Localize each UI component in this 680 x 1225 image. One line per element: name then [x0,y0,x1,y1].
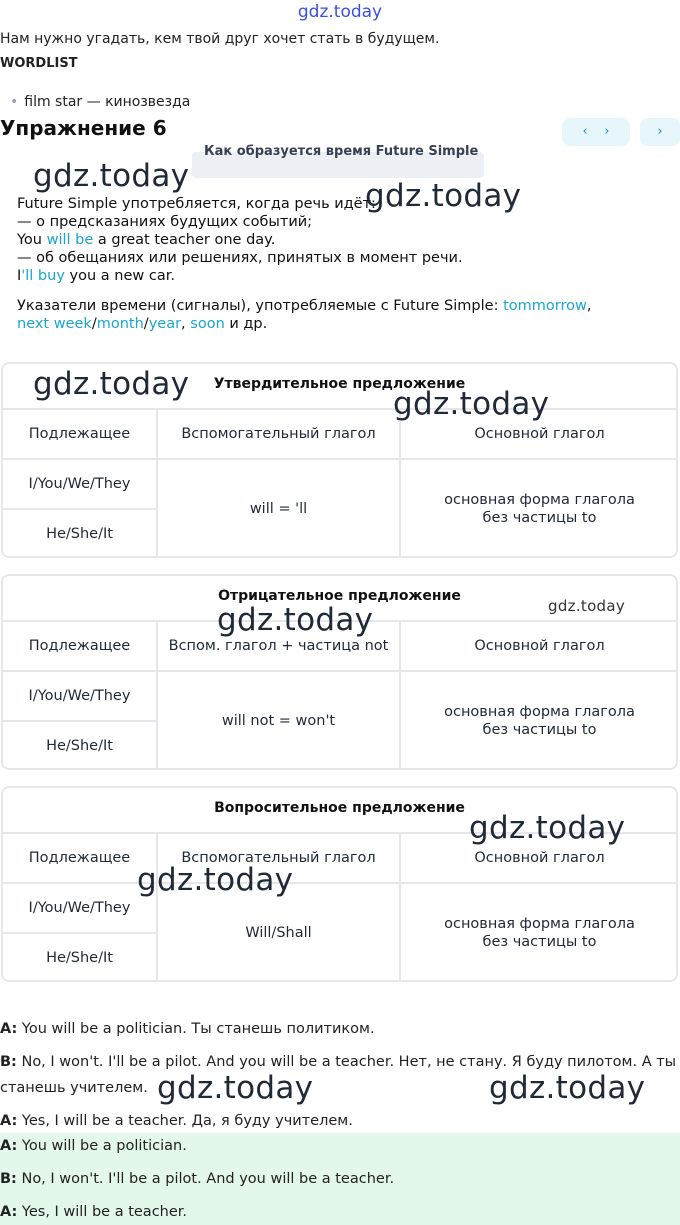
watermark: gdz.today [33,158,190,194]
aux-cell: Will/Shall [245,925,312,941]
chevron-right-icon[interactable]: › [657,124,663,139]
subject-cell: I/You/We/They [28,476,131,492]
main-verb-cell: основная форма глагола без частицы to [444,916,635,950]
header-aux: Вспом. глагол + частица not [168,638,389,654]
aux-cell: will = 'll [249,501,308,517]
header-subject: Подлежащее [28,850,131,866]
header-main: Основной глагол [474,426,605,442]
header-main: Основной глагол [474,638,605,654]
watermark: gdz.today [157,1070,314,1106]
site-watermark: gdz.today [297,2,383,22]
table-title: Утвердительное предложение [213,376,466,392]
header-aux: Вспомогательный глагол [181,850,376,866]
aux-cell: will not = won't [221,713,336,729]
watermark: gdz.today [489,1070,646,1106]
table-title: Вопросительное предложение [214,800,465,816]
watermark: gdz.today [469,810,626,846]
subject-cell: He/She/It [46,950,113,966]
subject-cell: I/You/We/They [28,900,131,916]
answer-line: A: Yes, I will be a teacher. [0,1204,188,1220]
dialog-line: B: No, I won't. I'll be a pilot. And you will be a teacher. Нет, не стану. Я буду пилотом. А ты [0,1054,677,1070]
theory-example: You will be a great teacher one day. [17,232,276,248]
answer-line: A: You will be a politician. [0,1138,187,1154]
exercise-nav-button[interactable] [562,118,630,146]
watermark: gdz.today [137,862,294,898]
watermark: gdz.today [33,366,190,402]
subject-cell: He/She/It [46,526,113,542]
wordlist-item: • film star — кинозвезда [10,94,191,110]
header-main: Основной глагол [474,850,605,866]
answer-line: B: No, I won't. I'll be a pilot. And you will be a teacher. [0,1171,395,1187]
dialog-line: A: Yes, I will be a teacher. Да, я буду учителем. [0,1113,353,1129]
subject-cell: I/You/We/They [28,688,131,704]
dialog-line: станешь учителем. [0,1080,148,1096]
header-subject: Подлежащее [28,426,131,442]
wordlist-heading: WORDLIST [0,56,78,71]
theory-line: — о предсказаниях будущих событий; [17,214,313,230]
theory-header: Как образуется время Future Simple [192,152,484,178]
watermark: gdz.today [393,386,550,422]
theory-signals-cont: next week/month/year, soon и др. [17,316,268,332]
intro-text: Нам нужно угадать, кем твой друг хочет стать в будущем. [0,31,440,47]
theory-line: — об обещаниях или решениях, принятых в момент речи. [17,250,463,266]
table-title: Отрицательное предложение [218,588,461,604]
main-verb-cell: основная форма глагола без частицы to [444,704,635,738]
theory-line: Future Simple употребляется, когда речь идёт: [17,196,376,212]
chevron-left-icon[interactable]: ‹ [582,124,588,139]
bullet-icon: • [10,94,19,110]
watermark: gdz.today [548,597,626,615]
theory-signals: Указатели времени (сигналы), употребляемые с Future Simple: tommorrow, [17,298,592,314]
exercise-title: Упражнение 6 [0,116,167,140]
exercise-next-button[interactable] [640,118,680,146]
watermark: gdz.today [217,602,374,638]
chevron-right-icon[interactable]: › [604,124,610,139]
dialog-line: A: You will be a politician. Ты станешь политиком. [0,1021,375,1037]
main-verb-cell: основная форма глагола без частицы to [444,492,635,526]
header-aux: Вспомогательный глагол [181,426,376,442]
subject-cell: He/She/It [46,738,113,754]
theory-example: I'll buy you a new car. [17,268,175,284]
header-subject: Подлежащее [28,638,131,654]
watermark: gdz.today [365,178,522,214]
